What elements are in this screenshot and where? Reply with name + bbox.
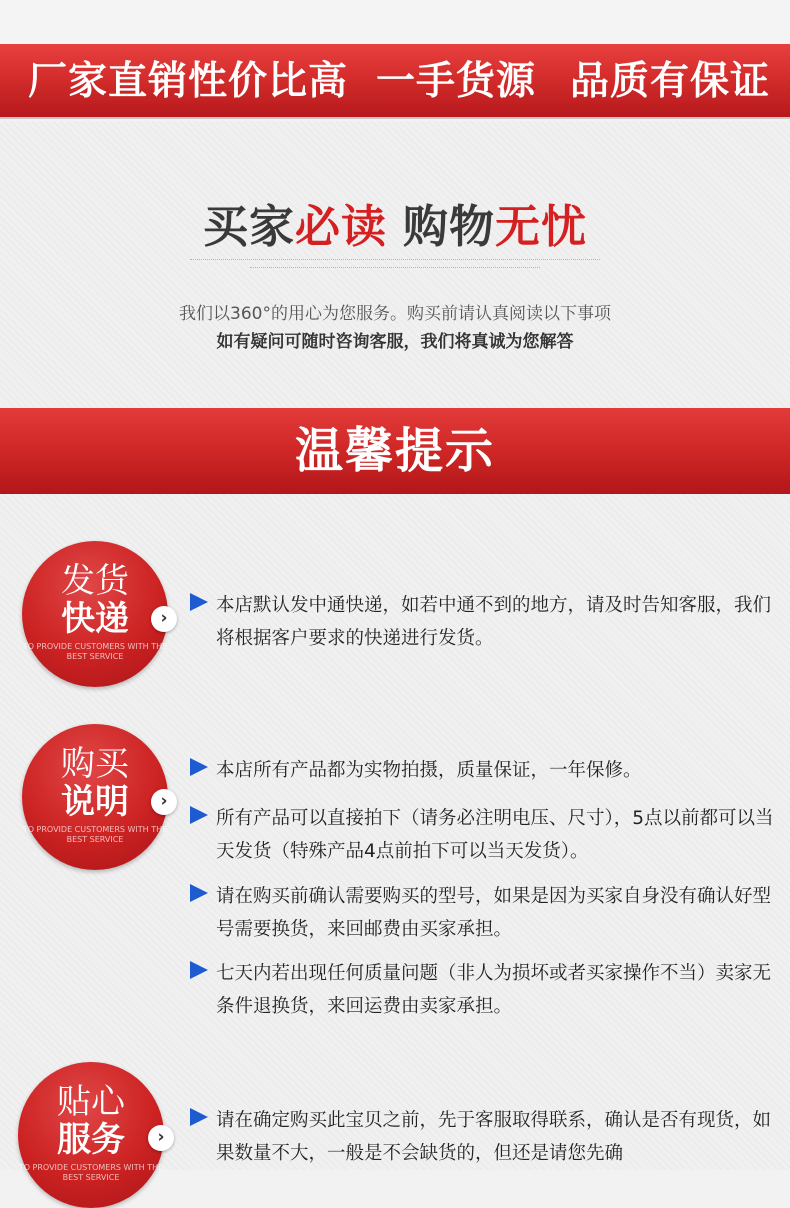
intro-section <box>0 121 790 408</box>
tip-text: 本店默认发中通快递，如若中通不到的地方，请及时告知客服，我们将根据客户要求的快递进行发货。 <box>216 595 772 649</box>
tip-text: 所有产品可以直接拍下（请务必注明电压、尺寸），5点以前都可以当天发货（特殊产品4点前拍下可以当天发货）。 <box>216 808 774 862</box>
buyer-must-read-title <box>0 190 790 255</box>
badge-tagline: TO PROVIDE CUSTOMERS WITH THE BEST SERVICE <box>22 642 168 661</box>
chevron-right-icon: › <box>151 606 177 632</box>
badge-title-bottom: 快递 <box>61 599 129 639</box>
badge-tagline: TO PROVIDE CUSTOMERS WITH THE BEST SERVICE <box>18 1163 164 1182</box>
warm-tips-header: 温馨提示 <box>0 408 790 494</box>
badge-title-top: 购买 <box>61 744 129 784</box>
top-strip <box>0 0 790 44</box>
banner-slogan-quality: 品质有保证 <box>570 59 771 104</box>
intro-text-bold: 如有疑问可随时咨询客服，我们将真诚为您解答 <box>216 332 574 352</box>
banner-slogan-source: 一手货源 <box>376 59 537 104</box>
arrow-right-icon <box>190 1108 208 1126</box>
badge-tagline: TO PROVIDE CUSTOMERS WITH THE BEST SERVICE <box>22 825 168 844</box>
badge-title-top: 发货 <box>61 561 129 601</box>
intro-text: 我们以360°的用心为您服务。购买前请认真阅读以下事项 <box>179 304 611 324</box>
decorative-line <box>250 267 540 268</box>
promo-banner <box>0 44 790 119</box>
banner-slogan-factory-direct: 厂家直销性价比高 <box>28 59 349 104</box>
chevron-right-icon: › <box>151 789 177 815</box>
service-badge <box>18 1062 164 1208</box>
tip-text: 请在购买前确认需要购买的型号，如果是因为买家自身没有确认好型号需要换货，来回邮费由买家承担。 <box>216 886 772 940</box>
tip-text: 本店所有产品都为实物拍摄，质量保证，一年保修。 <box>216 760 642 781</box>
decorative-line <box>190 259 600 260</box>
arrow-right-icon <box>190 806 208 824</box>
arrow-right-icon <box>190 884 208 902</box>
badge-title-bottom: 服务 <box>57 1120 125 1160</box>
title-buyer: 买家 <box>202 200 295 253</box>
tip-text: 七天内若出现任何质量问题（非人为损坏或者买家操作不当）卖家无条件退换货，来回运费由卖家承担。 <box>216 963 772 1017</box>
title-shopping: 购物 <box>403 200 496 253</box>
arrow-right-icon <box>190 758 208 776</box>
title-must-read: 必读 <box>294 200 387 253</box>
badge-title-bottom: 说明 <box>61 782 129 822</box>
badge-title-top: 贴心 <box>57 1082 125 1122</box>
tip-text: 请在确定购买此宝贝之前，先于客服取得联系，确认是否有现货，如果数量不大，一般是不会缺货的，但还是请您先确 <box>216 1110 772 1164</box>
chevron-right-icon: › <box>148 1125 174 1151</box>
title-worry-free: 无忧 <box>495 200 588 253</box>
arrow-right-icon <box>190 593 208 611</box>
shipping-badge <box>22 541 168 687</box>
arrow-right-icon <box>190 961 208 979</box>
purchase-badge <box>22 724 168 870</box>
